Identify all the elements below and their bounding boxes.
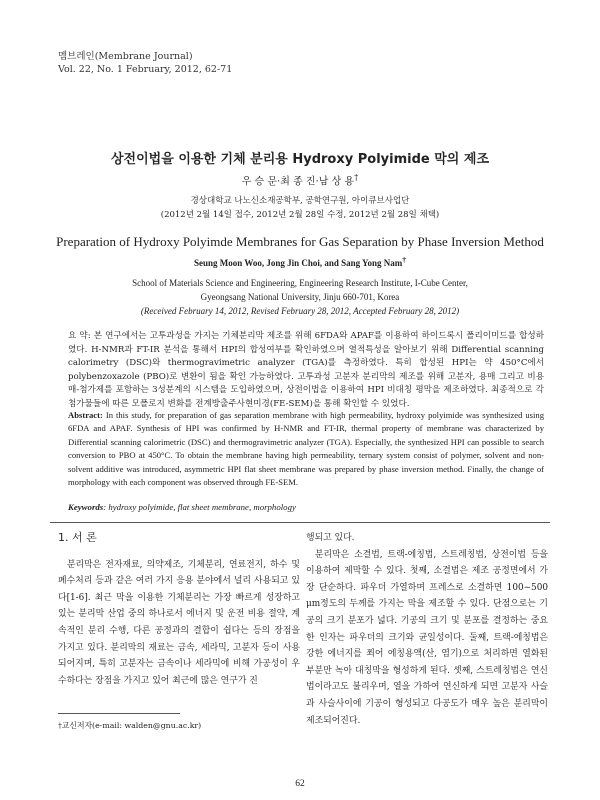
korean-abstract-label: 요 약: <box>68 331 91 341</box>
korean-affiliation-block <box>0 194 600 222</box>
english-abstract <box>68 409 544 489</box>
right-column <box>306 530 548 729</box>
english-affiliation-block <box>0 276 600 318</box>
english-dates: (Received February 14, 2012, Revised February 28, 2012, Accepted February 28, 2012) <box>140 306 460 316</box>
english-authors <box>0 255 600 268</box>
korean-author-names: 우 승 문·최 종 진·남 상 용 <box>241 176 355 188</box>
body-paragraph: 분리막은 소결법, 트랙-에칭법, 스트레칭법, 상전이법 등을 이용하여 제막할 수 있다. 첫째, 소결법은 제조 공정면에서 가장 단순하다. 파우더 가열하며 프레스로 소결하면 100∼500 μm정도의 두께를 가지는 막을 제조할 수 있다. 단점으로는 기공의 크기 분포가 넓다. 기공의 크기 및 분포를 결정하는 중요한 인자는 파우더의 크기와 균일성이다. 둘째, 트랙-에칭법은 강한 에너지를 쬐어 에칭용액(산, 염기)으로 처리하면 열화된 부분만 녹아 대칭막을 형성하게 된다. 셋째, 스트레칭법은 연신법이라고도 불리우며, 열을 가하여 연신하게 되면 고분자 사슬과 사슬사이에 기공이 형성되고 다공도가 매우 높은 분리막이 제조되어진다. <box>306 549 548 726</box>
footnote: †교신저자(e-mail: walden@gnu.ac.kr) <box>58 721 202 730</box>
corresponding-mark: † <box>354 172 359 182</box>
korean-dates: (2012년 2월 14일 접수, 2012년 2월 28일 수정, 2012년 2월 28일 채택) <box>160 210 440 220</box>
english-affiliation-line2: Gyeongsang National University, Jinju 660-701, Korea <box>200 292 400 302</box>
section-heading: 1. 서 론 <box>58 531 97 544</box>
english-author-names: Seung Moon Woo, Jong Jin Choi, and Sang Yong Nam <box>193 258 403 268</box>
keywords-text: : hydroxy polyimide, flat sheet membrane, morphology <box>103 502 296 512</box>
journal-header <box>58 50 232 76</box>
english-title: Preparation of Hydroxy Polyimde Membranes for Gas Separation by Phase Inversion Method <box>56 234 544 249</box>
journal-issue: Vol. 22, No. 1 February, 2012, 62-71 <box>58 64 233 75</box>
korean-affiliation: 경상대학교 나노신소재공학부, 공학연구원, 아이큐브사업단 <box>190 196 410 206</box>
footnote-rule <box>58 713 180 714</box>
korean-abstract-text: 본 연구에서는 고투과성을 가지는 기체분리막 제조를 위해 6FDA와 APAF를 이용하여 하이드록시 폴리이미드를 합성하였다. H-NMR과 FT-IR 분석을 통해서 HPI의 합성여부를 확인하였으며 열적특성을 알아보기 위해 Differential scanning calorimetry (DSC)와 thermogravimetric analyzer (TGA)를 측정하였다. 특히 합성된 HPI는 약 450°C에서 polybenzoxazole (PBO)로 변환이 됨을 확인 가능하였다. 고투과성 고분자 분리막의 제조를 위해 고분자, 용매 그리고 비용매-첨가제를 포함하는 3성분계의 시스템을 도입하였으며, 상전이법을 이용하여 HPI 비대칭 평막을 제조하였다. 최종적으로 각 첨가물들에 따른 모폴로지 변화를 전계방출주사현미경(FE-SEM)을 통해 확인할 수 있었다. <box>68 331 545 409</box>
keywords <box>68 502 296 512</box>
corresponding-mark-en: † <box>402 255 407 264</box>
body-paragraph-continued: 행되고 있다. <box>306 533 355 543</box>
body-paragraph: 분리막은 전자재료, 의약제조, 기체분리, 연료전지, 하수 및 폐수처리 등과 같은 여러 가지 응용 분야에서 널리 사용되고 있다[1-6]. 최근 막을 이용한 기체분리는 가장 빠르게 성장하고 있는 분리막 산업 중의 하나로서 에너지 및 운전 비용 절약, 계속적인 분리 수행, 다른 공정과의 결합이 쉽다는 등의 장점을 가지고 있다. 분리막의 재료는 금속, 세라믹, 고분자 등이 사용되어지며, 특히 고분자는 금속이나 세라믹에 비해 가공성이 우수하다는 장점을 가지고 있어 최근에 많은 연구가 진 <box>58 559 300 686</box>
left-column <box>58 530 300 689</box>
english-affiliation-line1: School of Materials Science and Engineering, Engineering Research Institute, I-Cube Center, <box>132 278 468 288</box>
keywords-label: Keywords <box>68 502 104 512</box>
korean-authors <box>0 172 600 187</box>
english-abstract-text: In this study, for preparation of gas separation membrane with high permeability, hydroxy polyimide was synthesized using 6FDA and APAF. Synthesis of HPI was confirmed by H-NMR and FT-IR, thermal property of membrane was characterized by Differential scanning calorimetric (DSC) and thermogravimetric analyzer (TGA). Especially, the synthesized HPI can possible to search conversion to PBO at 450°C. To obtain the membrane having high permeability, ternary system consist of polymer, solvent and non-solvent additive was introduced, asymmetric HPI flat sheet membrane was prepared by phase inversion method. Finally, the change of morphology with each component was observed through FE-SEM. <box>68 410 544 488</box>
journal-name: 멤브레인(Membrane Journal) <box>58 51 193 62</box>
korean-title: 상전이법을 이용한 기체 분리용 Hydroxy Polyimide 막의 제조 <box>111 152 489 167</box>
page-number: 62 <box>295 779 305 789</box>
korean-abstract <box>68 330 544 412</box>
english-abstract-label: Abstract: <box>68 410 103 420</box>
section-divider <box>50 522 550 523</box>
